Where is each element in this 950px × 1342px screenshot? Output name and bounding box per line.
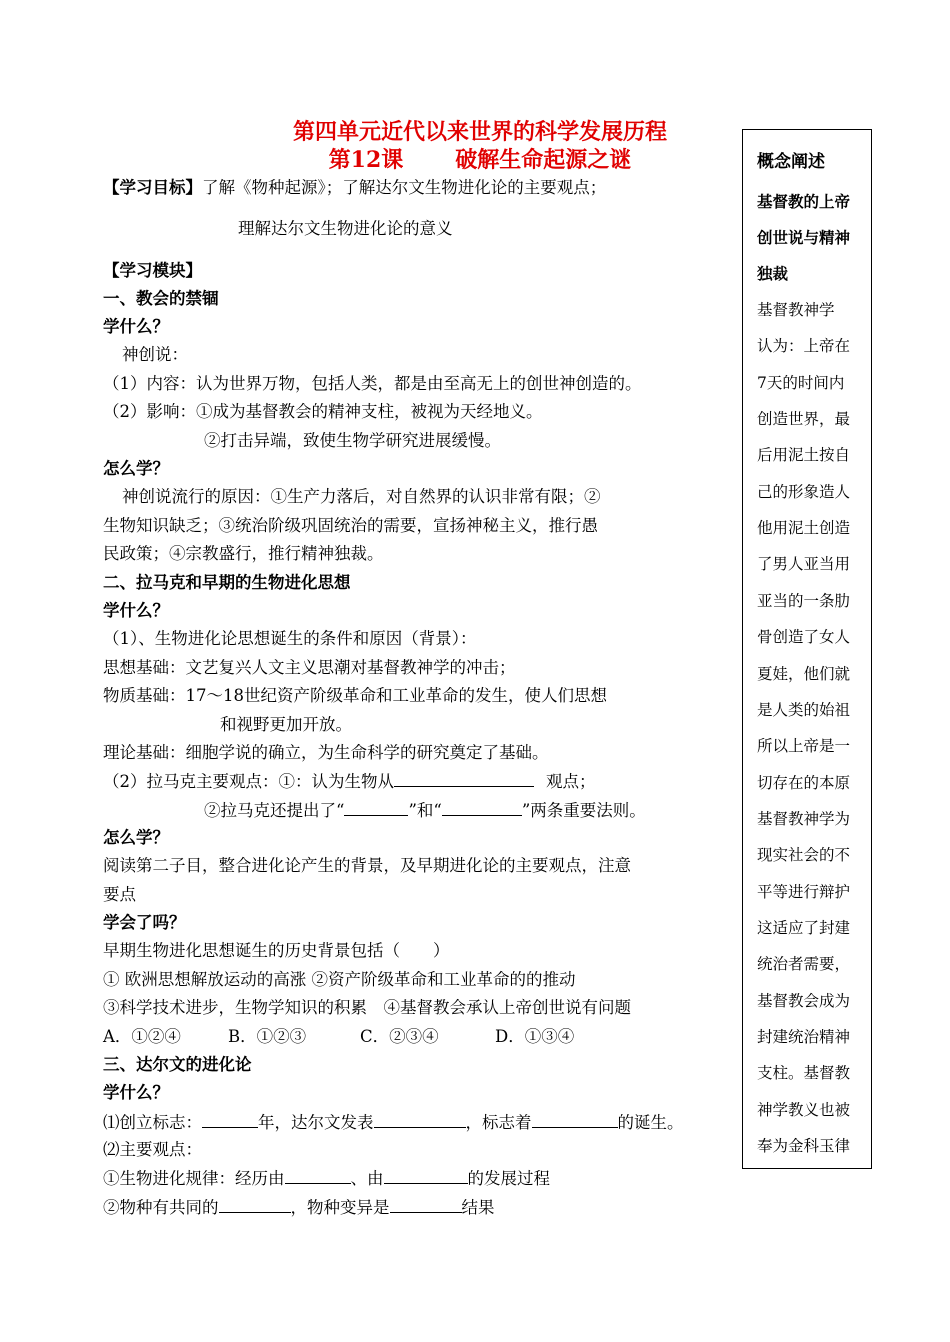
- learning-goal-label: 【学习目标】: [103, 178, 202, 197]
- question-option-line: ③科学技术进步，生物学知识的积累 ④基督教会承认上帝创世说有问题: [103, 998, 631, 1017]
- section-3-fill-line: ①生物进化规律：经历由 、由 的发展过程: [103, 1169, 550, 1188]
- sidebar-subtitle: 独裁: [757, 264, 789, 283]
- sidebar-body-line: 了男人亚当用: [757, 555, 851, 574]
- answer-blank[interactable]: [374, 1111, 466, 1128]
- section-1-heading: 一、教会的禁锢: [103, 289, 219, 308]
- choice-b[interactable]: B．①②③: [228, 1027, 307, 1046]
- section-2-text: 和视野更加开放。: [220, 715, 352, 734]
- learning-goal-line-1: 【学习目标】了解《物种起源》；了解达尔文生物进化论的主要观点；: [103, 178, 607, 197]
- sidebar-body-line: 统治者需要，: [757, 955, 851, 974]
- answer-blank[interactable]: [384, 1167, 468, 1184]
- sidebar-title: 概念阐述: [757, 152, 825, 172]
- sidebar-body-line: 后用泥土按自: [757, 446, 851, 465]
- answer-blank[interactable]: [442, 799, 522, 816]
- sidebar-body-line: 亚当的一条肋: [757, 591, 851, 610]
- sidebar-subtitle: 基督教的上帝: [757, 192, 851, 211]
- sidebar-body-line: 夏娃，他们就: [757, 664, 851, 683]
- concept-sidebar: [742, 129, 872, 1169]
- choice-a[interactable]: A．①②④: [103, 1027, 181, 1046]
- section-3-learn-label: 学什么？: [103, 1083, 169, 1102]
- section-1-text: ②打击异端，致使生物学研究进展缓慢。: [204, 431, 501, 450]
- sidebar-body-line: 这适应了封建: [757, 918, 851, 937]
- section-1-how-text: 生物知识缺乏；③统治阶级巩固统治的需要，宣扬神秘主义，推行愚: [103, 516, 598, 535]
- answer-blank[interactable]: [219, 1196, 291, 1213]
- section-1-text: 神创说：: [122, 345, 188, 364]
- sidebar-body-line: 创造世界，最: [757, 410, 851, 429]
- section-2-fill-line: （2）拉马克主要观点：①：认为生物从 观点；: [103, 772, 596, 791]
- section-1-how-label: 怎么学？: [103, 459, 169, 478]
- section-2-text: （1）、生物进化论思想诞生的条件和原因（背景）：: [103, 629, 477, 648]
- module-label: 【学习模块】: [103, 261, 202, 280]
- section-1-text: （2）影响：①成为基督教会的精神支柱，被视为天经地义。: [103, 402, 543, 421]
- sidebar-body-line: 基督教会成为: [757, 991, 851, 1010]
- answer-blank[interactable]: [202, 1111, 258, 1128]
- sidebar-body-line: 基督教神学: [757, 301, 835, 319]
- answer-blank[interactable]: [390, 1196, 462, 1213]
- choice-d[interactable]: D．①③④: [495, 1027, 575, 1046]
- sidebar-body-line: 神学教义也被: [757, 1100, 851, 1119]
- unit-title: 第四单元近代以来世界的科学发展历程: [292, 119, 667, 145]
- section-3-fill-line: ⑴创立标志： 年，达尔文发表 ，标志着 的诞生。: [103, 1113, 684, 1132]
- section-2-learn-label: 学什么？: [103, 601, 169, 620]
- section-2-how-text: 阅读第二子目，整合进化论产生的背景，及早期进化论的主要观点，注意: [103, 856, 631, 875]
- sidebar-subtitle: 创世说与精神: [757, 228, 851, 247]
- sidebar-body-line: 基督教神学为: [757, 809, 851, 828]
- section-1-how-text: 民政策；④宗教盛行，推行精神独裁。: [103, 544, 384, 563]
- sidebar-body-line: 认为：上帝在: [757, 337, 851, 356]
- lesson-title: [200, 146, 760, 174]
- section-3-fill-line: ②物种有共同的 ，物种变异是 结果: [103, 1198, 495, 1217]
- sidebar-body-line: 切存在的本原: [757, 773, 851, 792]
- section-2-how-label: 怎么学？: [103, 828, 169, 847]
- section-3-heading: 三、达尔文的进化论: [103, 1055, 252, 1074]
- sidebar-body-line: 奉为金科玉律: [757, 1137, 851, 1156]
- answer-blank[interactable]: [532, 1111, 618, 1128]
- section-2-text: 理论基础：细胞学说的确立，为生命科学的研究奠定了基础。: [103, 743, 549, 762]
- answer-blank[interactable]: [394, 770, 534, 787]
- section-1-text: （1）内容：认为世界万物，包括人类，都是由至高无上的创世神创造的。: [103, 374, 642, 393]
- lesson-number: 第12课: [328, 147, 404, 173]
- choice-c[interactable]: C．②③④: [360, 1027, 439, 1046]
- lesson-name: 破解生命起源之谜: [455, 147, 632, 173]
- learning-goal-line-2: 理解达尔文生物进化论的意义: [238, 219, 453, 238]
- section-3-text: ⑵主要观点：: [103, 1140, 202, 1159]
- answer-blank[interactable]: [344, 799, 408, 816]
- section-2-text: 思想基础：文艺复兴人文主义思潮对基督教神学的冲击；: [103, 658, 516, 677]
- section-2-text: 物质基础：17～18世纪资产阶级革命和工业革命的发生，使人们思想: [103, 686, 607, 705]
- sidebar-body-line: 现实社会的不: [757, 846, 851, 865]
- section-1-learn-label: 学什么？: [103, 317, 169, 336]
- question-option-line: ① 欧洲思想解放运动的高涨 ②资产阶级革命和工业革命的的推动: [103, 970, 576, 989]
- question-stem: 早期生物进化思想诞生的历史背景包括（ ）: [103, 941, 450, 960]
- sidebar-body-line: 封建统治精神: [757, 1028, 851, 1046]
- section-2-heading: 二、拉马克和早期的生物进化思想: [103, 573, 351, 592]
- section-1-how-text: 神创说流行的原因：①生产力落后，对自然界的认识非常有限；②: [122, 487, 601, 506]
- sidebar-body-line: 他用泥土创造: [757, 519, 851, 538]
- sidebar-body-line: 是人类的始祖: [757, 700, 851, 719]
- sidebar-body-line: 骨创造了女人: [757, 628, 851, 647]
- section-2-fill-line: ②拉马克还提出了“ ”和“ ”两条重要法则。: [204, 801, 646, 820]
- sidebar-body-line: 所以上帝是一: [757, 737, 851, 756]
- section-2-how-text: 要点: [103, 885, 136, 904]
- sidebar-body-line: 支柱。基督教: [757, 1064, 851, 1083]
- answer-blank[interactable]: [285, 1167, 351, 1184]
- section-2-check-label: 学会了吗？: [103, 913, 186, 932]
- sidebar-body-line: 己的形象造人: [757, 482, 851, 501]
- sidebar-body-line: 7天的时间内: [757, 373, 845, 392]
- sidebar-body-line: 平等进行辩护: [757, 882, 851, 901]
